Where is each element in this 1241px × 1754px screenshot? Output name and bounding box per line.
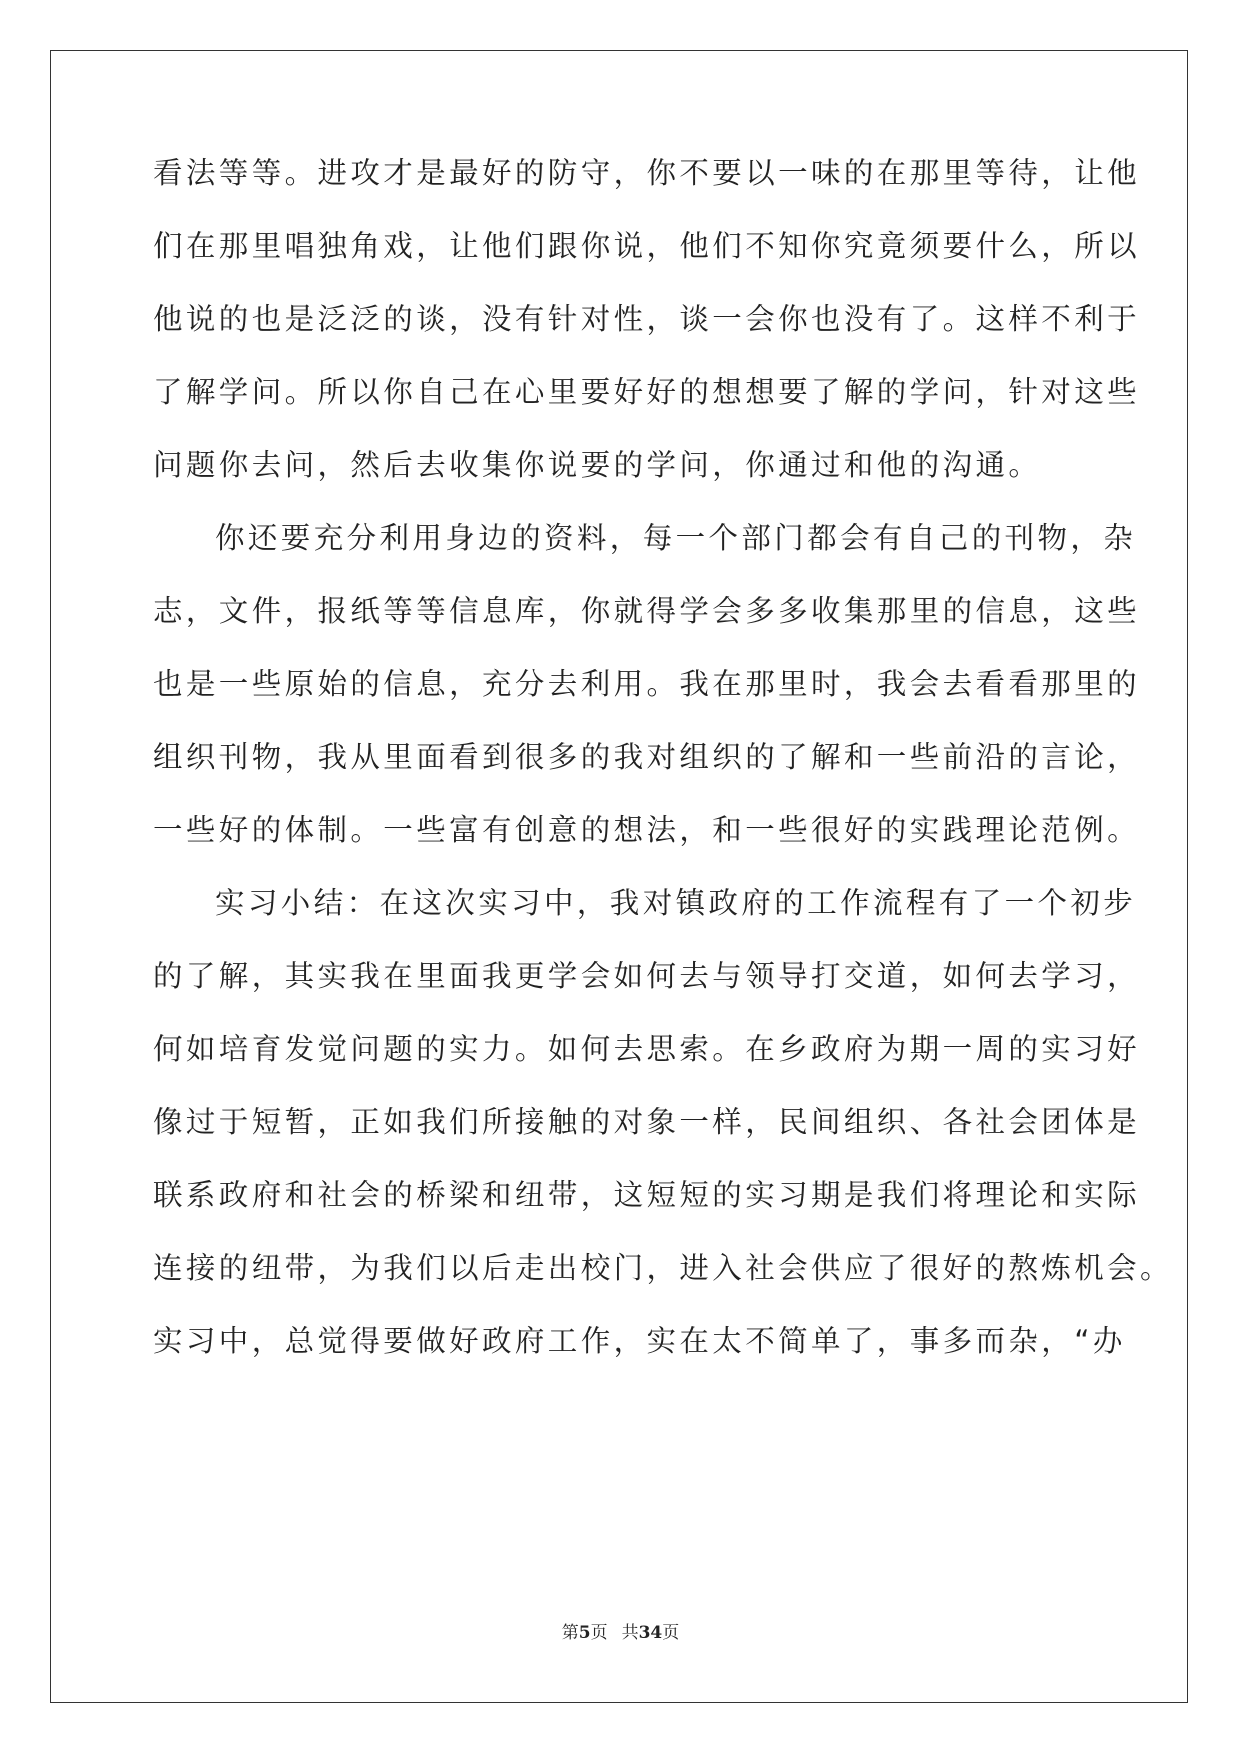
text-line: 们在那里唱独角戏，让他们跟你说，他们不知你究竟须要什么，所以 (153, 229, 1141, 263)
text-line: 实习中，总觉得要做好政府工作，实在太不简单了，事多而杂，“办 (153, 1324, 1126, 1358)
text-line: 问题你去问，然后去收集你说要的学问，你通过和他的沟通。 (153, 448, 1042, 482)
text-line: 的了解，其实我在里面我更学会如何去与领导打交道，如何去学习， (153, 959, 1141, 993)
total-pages: 34 (638, 1623, 663, 1643)
paragraph-first-line: 你还要充分利用身边的资料，每一个部门都会有自己的刊物，杂 (215, 521, 1137, 555)
text-line: 他说的也是泛泛的谈，没有针对性，谈一会你也没有了。这样不利于 (153, 302, 1141, 336)
total-prefix: 共 (621, 1623, 639, 1643)
text-line: 联系政府和社会的桥梁和纽带，这短短的实习期是我们将理论和实际 (153, 1178, 1141, 1212)
total-suffix: 页 (662, 1623, 680, 1643)
text-line: 志，文件，报纸等等信息库，你就得学会多多收集那里的信息，这些 (153, 594, 1141, 628)
text-line: 像过于短暂，正如我们所接触的对象一样，民间组织、各社会团体是 (153, 1105, 1141, 1139)
text-line: 看法等等。进攻才是最好的防守，你不要以一味的在那里等待，让他 (153, 156, 1141, 190)
text-line: 连接的纽带，为我们以后走出校门，进入社会供应了很好的熬炼机会。 (153, 1251, 1173, 1285)
text-line: 组织刊物，我从里面看到很多的我对组织的了解和一些前沿的言论， (153, 740, 1141, 774)
page-suffix: 页 (590, 1623, 608, 1643)
page-number: 5 (578, 1623, 591, 1643)
page-footer (0, 1618, 1241, 1643)
page-prefix: 第 (561, 1623, 579, 1643)
paragraph-first-line: 实习小结：在这次实习中，我对镇政府的工作流程有了一个初步 (215, 886, 1137, 920)
text-line: 何如培育发觉问题的实力。如何去思索。在乡政府为期一周的实习好 (153, 1032, 1141, 1066)
text-line: 也是一些原始的信息，充分去利用。我在那里时，我会去看看那里的 (153, 667, 1141, 701)
text-line: 了解学问。所以你自己在心里要好好的想想要了解的学问，针对这些 (153, 375, 1141, 409)
text-line: 一些好的体制。一些富有创意的想法，和一些很好的实践理论范例。 (153, 813, 1141, 847)
